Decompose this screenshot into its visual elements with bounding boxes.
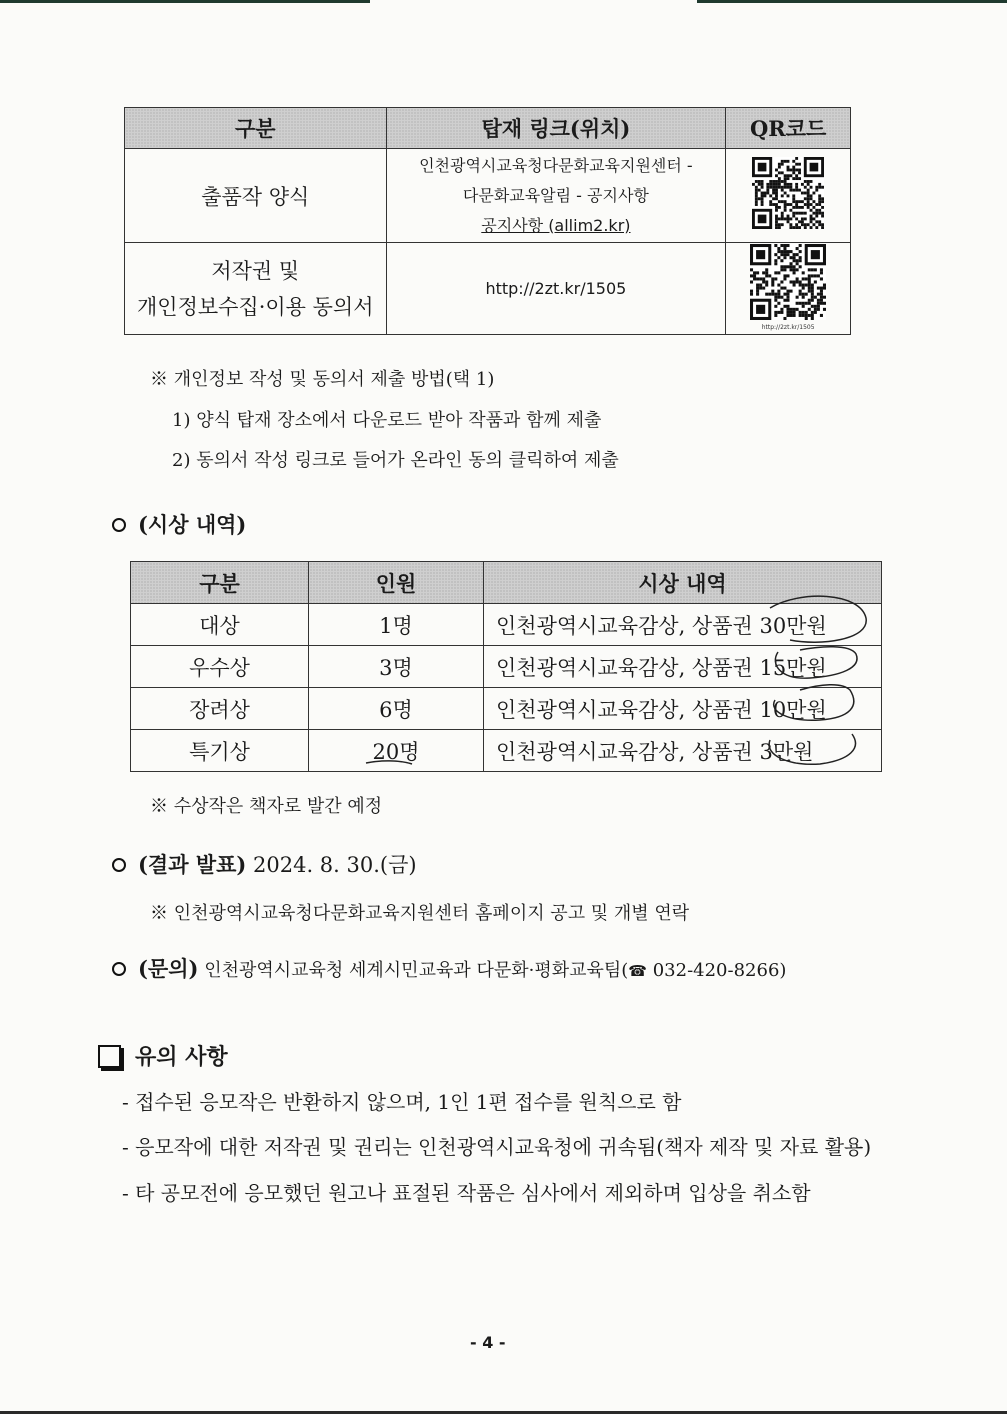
caution-heading-text: 유의 사항 [135, 1044, 228, 1070]
caution-item: - 접수된 응모작은 반환하지 않으며, 1인 1편 접수를 원칙으로 함 [122, 1090, 682, 1114]
awards-heading-text: (시상 내역) [138, 512, 247, 537]
award-count: 20명 [309, 730, 484, 772]
checkbox-square-icon [98, 1045, 121, 1068]
link-line: 다문화교육알림 - 공지사항 [462, 185, 649, 205]
award-count: 1명 [309, 604, 484, 646]
award-name: 특기상 [131, 730, 309, 772]
awards-note: ※ 수상작은 책자로 발간 예정 [150, 796, 383, 817]
circle-bullet-icon [112, 858, 126, 872]
inquiry-heading: (문의) [138, 956, 199, 981]
result-heading: (결과 발표) [138, 852, 247, 877]
award-header-prize: 시상 내역 [484, 562, 882, 604]
circle-bullet-icon [112, 962, 126, 976]
result-note: ※ 인천광역시교육청다문화교육지원센터 홈페이지 공고 및 개별 연락 [150, 903, 690, 924]
caution-item: - 타 공모전에 응모했던 원고나 표절된 작품은 심사에서 제외하며 입상을 취소함 [122, 1181, 811, 1205]
link-table-header-qr: QR코드 [726, 108, 851, 149]
link-url[interactable]: http://2zt.kr/1505 [485, 278, 627, 298]
privacy-note-item: 1) 양식 탑재 장소에서 다운로드 받아 작품과 함께 제출 [172, 410, 602, 431]
caution-item: - 응모작에 대한 저작권 및 권리는 인천광역시교육청에 귀속됨(책자 제작 및 자료 활용) [122, 1135, 872, 1159]
caution-heading [98, 1040, 228, 1071]
award-header-category: 구분 [131, 562, 309, 604]
link-table-header-category: 구분 [125, 108, 387, 149]
award-prize: 인천광역시교육감상, 상품권 3만원 [484, 730, 882, 772]
award-count: 3명 [309, 646, 484, 688]
award-count: 6명 [309, 688, 484, 730]
award-prize: 인천광역시교육감상, 상품권 30만원 [484, 604, 882, 646]
result-line [112, 849, 417, 879]
award-prize: 인천광역시교육감상, 상품권 10만원 [484, 688, 882, 730]
link-line: 인천광역시교육청다문화교육지원센터 - [419, 155, 693, 175]
phone-icon: ☎ [628, 962, 647, 980]
privacy-note-title: ※ 개인정보 작성 및 동의서 제출 방법(택 1) [150, 369, 495, 390]
link-url[interactable]: 공지사항 (allim2.kr) [481, 215, 631, 235]
page-number: - 4 - [470, 1333, 506, 1352]
inquiry-line [112, 953, 786, 983]
link-table-header-link: 탑재 링크(위치) [386, 108, 726, 149]
award-name: 대상 [131, 604, 309, 646]
category-line: 개인정보수집·이용 동의서 [137, 294, 374, 319]
award-prize: 인천광역시교육감상, 상품권 15만원 [484, 646, 882, 688]
privacy-note-item: 2) 동의서 작성 링크로 들어가 온라인 동의 클릭하여 제출 [172, 450, 619, 471]
link-table-row-category: 출품작 양식 [125, 149, 387, 243]
inquiry-phone: 032-420-8266) [646, 960, 787, 981]
qr-caption: http://2zt.kr/1505 [761, 323, 815, 331]
category-line: 저작권 및 [211, 258, 300, 283]
inquiry-text: 인천광역시교육청 세계시민교육과 다문화·평화교육팀( [204, 960, 629, 981]
award-name: 장려상 [131, 688, 309, 730]
award-name: 우수상 [131, 646, 309, 688]
result-date: 2024. 8. 30.(금) [253, 853, 417, 877]
award-header-count: 인원 [309, 562, 484, 604]
